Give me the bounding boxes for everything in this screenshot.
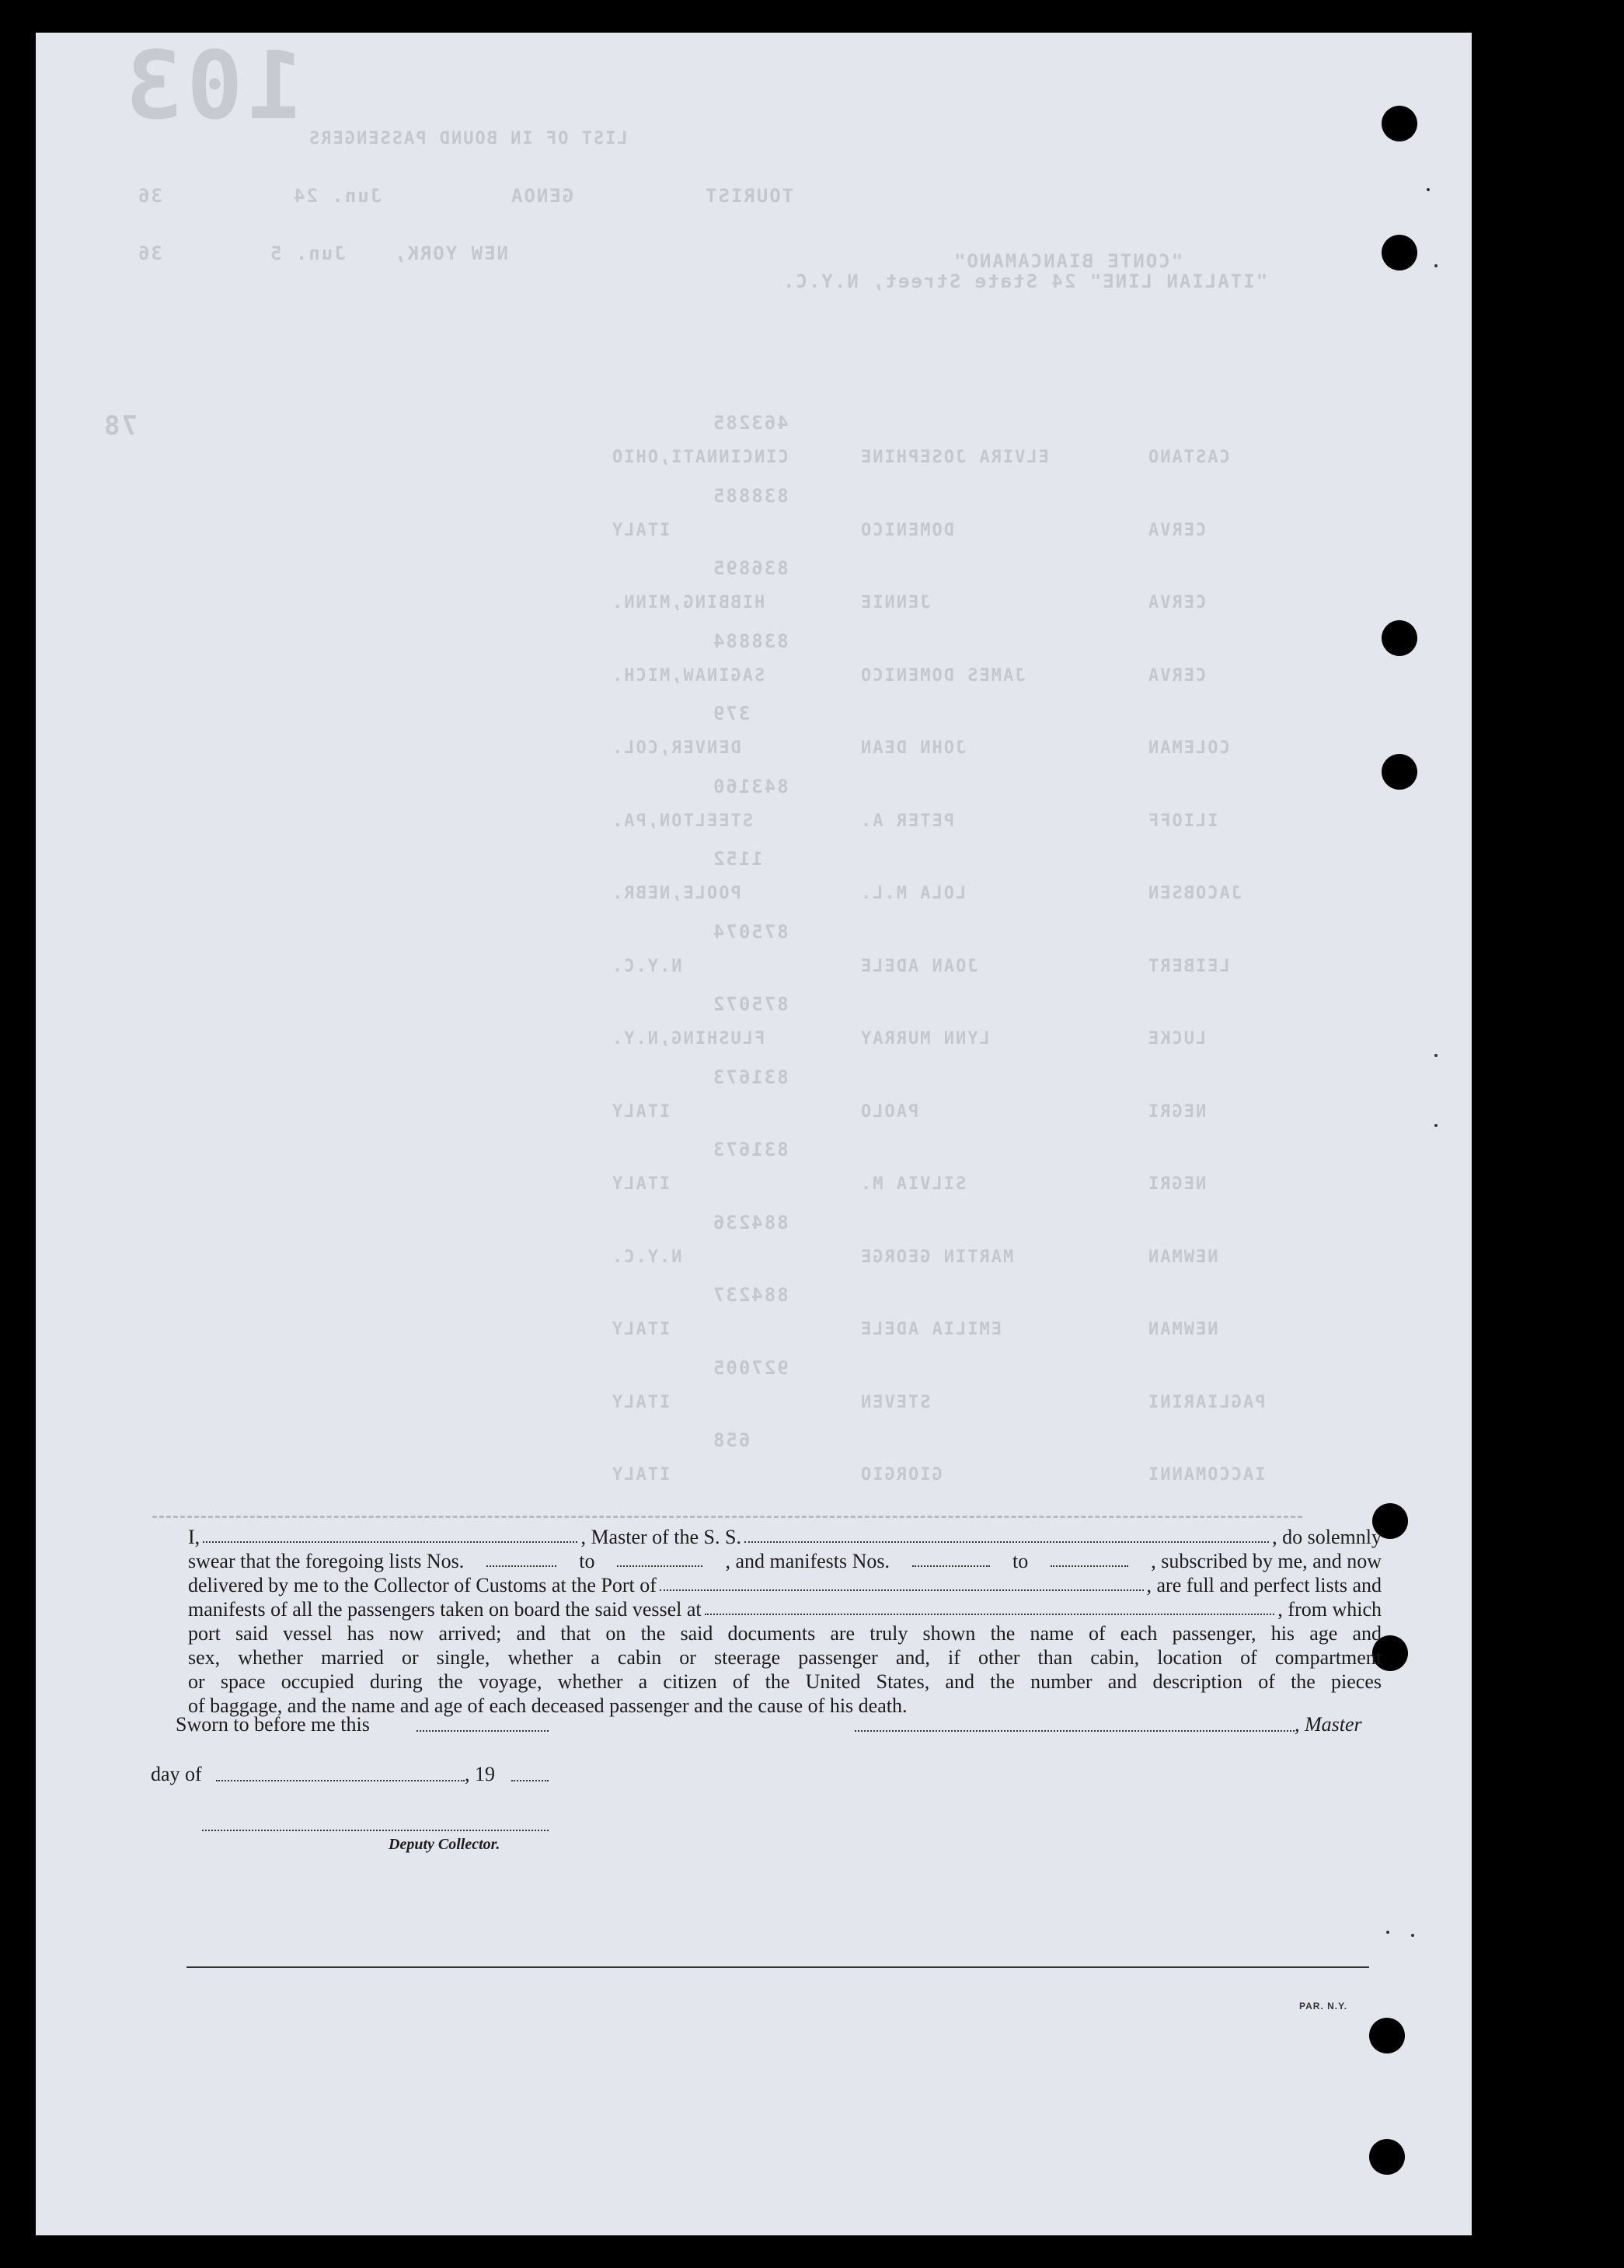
year-blank[interactable]	[511, 1780, 549, 1781]
ghost-passenger-surname: PAGLIARINI	[1147, 1392, 1266, 1412]
ghost-passenger-place: DENVER,COL.	[611, 738, 741, 758]
sworn-date-blank[interactable]	[416, 1730, 549, 1732]
ghost-arrival-date: Jun. 5	[269, 243, 346, 264]
punch-hole	[1382, 235, 1417, 270]
oath-to: to	[579, 1550, 595, 1572]
master-name-blank[interactable]	[203, 1525, 577, 1543]
master-label: , Master	[1295, 1713, 1362, 1736]
ghost-passenger-surname: LEIBERT	[1147, 956, 1230, 976]
ghost-passenger-number: 875072	[712, 993, 789, 1015]
ghost-passenger-number: 836895	[712, 557, 789, 579]
printer-mark: PAR. N.Y.	[1299, 2001, 1348, 2012]
punch-hole	[1382, 106, 1417, 141]
ghost-passenger-given: ELVIRA JOSEPHINE	[859, 448, 1049, 467]
ghost-passenger-number: 927005	[712, 1356, 789, 1379]
oath-vessel-at: manifests of all the passengers taken on board the said vessel at	[188, 1598, 702, 1621]
ghost-passenger-number: 884236	[712, 1211, 789, 1233]
ghost-header: LIST OF IN BOUND PASSENGERS	[308, 129, 628, 148]
ink-speck	[1434, 1054, 1438, 1057]
oath-full-perfect: , are full and perfect lists and	[1146, 1574, 1382, 1596]
ghost-passenger-given: STEVEN	[859, 1392, 931, 1412]
ghost-passenger-given: DOMENICO	[859, 520, 954, 540]
ghost-passenger-given: PAOLO	[859, 1101, 919, 1122]
oath-subscribed: , subscribed by me, and now	[1151, 1550, 1382, 1572]
ghost-passenger-surname: IACCOMANNI	[1147, 1465, 1266, 1485]
ghost-passenger-given: GIORGIO	[859, 1465, 943, 1485]
ghost-arrival-port: NEW YORK,	[393, 243, 509, 264]
lists-from-blank[interactable]	[486, 1549, 556, 1567]
ghost-passenger-place: POOLE,NEBR.	[611, 884, 741, 903]
ghost-passenger-place: ITALY	[611, 1320, 671, 1339]
ghost-passenger-place: ITALY	[611, 1392, 671, 1412]
ghost-passenger-given: JOHN DEAN	[859, 738, 967, 758]
departure-port-blank[interactable]	[705, 1597, 1275, 1615]
ghost-passenger-given: LYNN MURRAY	[859, 1029, 990, 1049]
manifest-page	[36, 33, 1472, 2235]
ghost-passenger-place: STEELTON,PA.	[611, 811, 753, 831]
ghost-voyage-date: Jun. 24	[292, 185, 382, 207]
ghost-voyage-class: TOURIST	[704, 185, 794, 207]
ghost-passenger-number: 884237	[712, 1284, 789, 1306]
ghost-passenger-surname: NEGRI	[1147, 1174, 1207, 1194]
ink-speck	[1434, 264, 1438, 267]
punch-hole	[1382, 620, 1417, 656]
ghost-voyage-port: GENOA	[510, 185, 574, 207]
port-blank[interactable]	[660, 1573, 1144, 1591]
oath-solemnly: , do solemnly	[1272, 1526, 1382, 1548]
sworn-label: Sworn to before me this	[176, 1713, 370, 1736]
ghost-passenger-number: 1152	[712, 848, 763, 870]
ghost-passenger-surname: CERVA	[1147, 520, 1207, 540]
ghost-passenger-place: SAGINAW,MICH.	[611, 665, 765, 686]
manifests-from-blank[interactable]	[912, 1549, 990, 1567]
ghost-passenger-given: JAMES DOMENICO	[859, 665, 1026, 686]
oath-lists-nos: swear that the foregoing lists Nos.	[188, 1550, 465, 1572]
deputy-collector-label: Deputy Collector.	[389, 1836, 500, 1853]
ghost-passenger-surname: JACOBSEN	[1147, 884, 1242, 903]
ghost-passenger-surname: COLEMAN	[1147, 738, 1230, 758]
ghost-passenger-place: N.Y.C.	[611, 956, 682, 976]
ghost-passenger-place: CINCINNATI,OHIO	[611, 448, 789, 467]
ghost-passenger-surname: CERVA	[1147, 665, 1207, 686]
punch-hole	[1369, 2139, 1405, 2175]
ghost-passenger-number: 843160	[712, 775, 789, 797]
ghost-passenger-given: PETER A.	[859, 811, 954, 831]
ghost-passenger-surname: NEWMAN	[1147, 1247, 1218, 1267]
ghost-passenger-number: 838884	[712, 630, 789, 652]
lists-to-blank[interactable]	[617, 1549, 702, 1567]
bottom-rule	[186, 1966, 1369, 1968]
oath-from-which: , from which	[1277, 1598, 1382, 1621]
ghost-passenger-place: ITALY	[611, 1465, 671, 1485]
ghost-line-address: "ITALIAN LINE" 24 State Street, N.Y.C.	[782, 270, 1268, 292]
oath-paragraph	[188, 1525, 1382, 1718]
ghost-vessel-name: "CONTE BIANCAMANO"	[953, 250, 1183, 272]
oath-to: to	[1012, 1550, 1029, 1572]
oath-line-5: port said vessel has now arrived; and that on the said documents are truly shown the name of each passenger, his age and	[188, 1622, 1382, 1645]
ink-speck	[1427, 188, 1430, 191]
oath-line-7: or space occupied during the voyage, whether a citizen of the United States, and the number and description of the pieces	[188, 1670, 1382, 1693]
ghost-passenger-place: ITALY	[611, 1101, 671, 1122]
ghost-passenger-number: 831673	[712, 1139, 789, 1160]
ghost-passenger-place: ITALY	[611, 520, 671, 540]
ghost-arrival-year: 36	[137, 243, 162, 264]
ghost-passenger-surname: NEGRI	[1147, 1101, 1207, 1122]
ghost-passenger-number: 875074	[712, 920, 789, 943]
ghost-passenger-place: ITALY	[611, 1174, 671, 1194]
oath-line-8: of baggage, and the name and age of each deceased passenger and the cause of his death.	[188, 1694, 908, 1717]
oath-pronoun: I,	[188, 1526, 200, 1548]
ghost-passenger-given: JENNIE	[859, 593, 931, 612]
ghost-passenger-surname: LUCKE	[1147, 1029, 1207, 1049]
manifests-to-blank[interactable]	[1051, 1549, 1128, 1567]
day-of-blank[interactable]	[216, 1780, 465, 1781]
day-of-label: day of	[151, 1763, 202, 1785]
oath-master-of-ss: , Master of the S. S.	[580, 1526, 741, 1548]
ghost-passenger-number: 838885	[712, 484, 789, 507]
ghost-passenger-number: 463285	[712, 412, 789, 434]
ghost-passenger-given: JOAN ADELE	[859, 956, 978, 976]
ghost-passenger-surname: CERVA	[1147, 593, 1207, 612]
ghost-voyage-year: 36	[137, 185, 162, 207]
year-label: , 19	[465, 1763, 495, 1785]
punch-hole	[1369, 2018, 1405, 2053]
ghost-passenger-surname: ILIOFF	[1147, 811, 1218, 831]
ghost-passenger-place: HIBBING,MINN.	[611, 593, 765, 612]
master-signature-blank[interactable]	[855, 1730, 1295, 1732]
ghost-passenger-surname: NEWMAN	[1147, 1320, 1218, 1339]
ghost-passenger-given: MARTIN GEORGE	[859, 1247, 1014, 1267]
ghost-passenger-number: 831673	[712, 1066, 789, 1088]
ghost-passenger-given: LOLA M.L.	[859, 884, 967, 903]
ink-speck	[1434, 1124, 1438, 1127]
ink-speck	[1411, 1934, 1414, 1937]
oath-line-6: sex, whether married or single, whether a cabin or steerage passenger and, if other than cabin, location of compartment	[188, 1646, 1382, 1669]
ghost-passenger-place: N.Y.C.	[611, 1247, 682, 1267]
page-number-stamp: 103	[121, 33, 304, 141]
oath-port-of: delivered by me to the Collector of Customs at the Port of	[188, 1574, 657, 1596]
ink-speck	[1386, 1931, 1389, 1934]
ghost-passenger-given: EMILIA ADELE	[859, 1320, 1002, 1339]
ghost-passenger-number: 379	[712, 703, 751, 724]
ghost-side-number: 78	[103, 410, 138, 441]
ghost-passenger-given: SILVIA M.	[859, 1174, 967, 1194]
deputy-signature-blank[interactable]	[202, 1830, 549, 1831]
ghost-passenger-surname: CASTANO	[1147, 448, 1230, 467]
ghost-passenger-number: 658	[712, 1429, 751, 1451]
dashed-separator	[152, 1516, 1302, 1518]
punch-hole	[1382, 754, 1417, 790]
vessel-name-blank[interactable]	[744, 1525, 1269, 1543]
oath-manifests-nos: , and manifests Nos.	[725, 1550, 890, 1572]
ghost-passenger-place: FLUSHING,N.Y.	[611, 1029, 765, 1049]
